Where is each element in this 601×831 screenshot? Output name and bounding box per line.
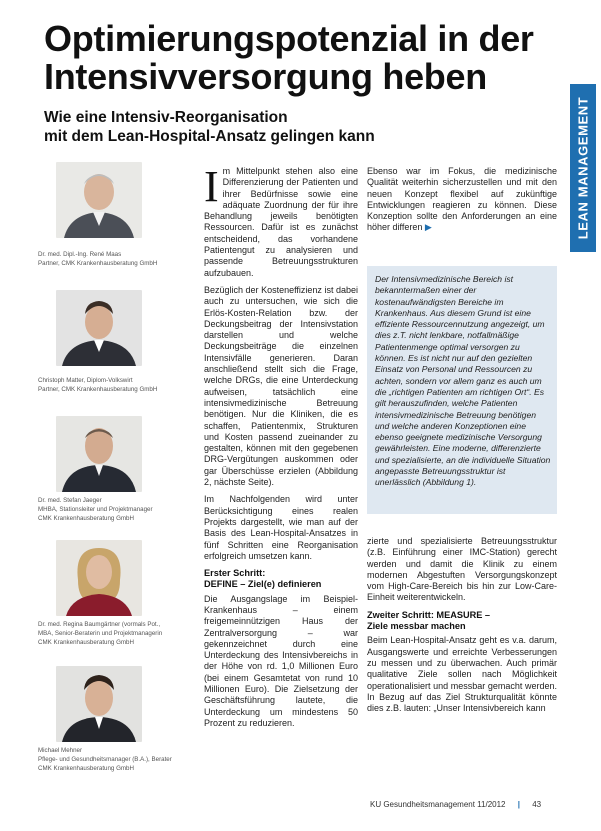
paragraph-4: Die Ausgangslage im Beispiel-Krankenhaus – einem freigemeinnützigen Haus der Zentralversorgung – war gekennzeichnet durch eine Unterdeckung des Intensivbereichs in der Höhe von rd. 1,0 Millionen Euro (bei einem Gesamtetat von rund 10 Millionen Euro). Die Zielsetzung der Geschäftsführung lautete, die Unterdeckung um mindestens 50 Prozent zu reduzieren. <box>204 593 358 728</box>
author-3-name: Dr. med. Stefan Jaeger <box>38 497 102 504</box>
footer-separator: | <box>517 800 520 809</box>
title-line-2: Intensivversorgung heben <box>44 56 487 97</box>
info-box: Der Intensivmedizinische Bereich ist bekanntermaßen einer der kostenaufwändigsten Bereiche im Krankenhaus. Aus diesem Grund ist eine effiziente Ressourcennutzung angezeigt, um dies z.T. nicht lenkbare, notfallmäßige Patientenmenge optimal versorgen zu können. Es ist nicht nur auf den gezielten Einsatz von Personal und Ressourcen zu achten, sondern vor allem ganz es auch um die „richtigen Patienten am richtigen Ort“. Es gilt herauszufinden, welche Patienten intensivmedizinische Betreuung benötigen und welche anderen Konzeptionen eine ebenso geeignete medizinische Versorgung gewährleisten. Eine moderne, differenzierte und spezialisierte, an die individuelle Situation angepasste Betreuungsstruktur ist unerlässlich (Abbildung 1). <box>367 266 557 514</box>
section-side-tab <box>570 84 596 252</box>
author-5-photo <box>56 666 142 742</box>
author-3-photo <box>56 416 142 492</box>
article-title <box>44 20 564 96</box>
paragraph-7: Beim Lean-Hospital-Ansatz geht es v.a. darum, Ausgangswerte und erreichte Verbesserungen zu messen und zu überwachen. Auch primär qualitative Ziele sollen nach Möglichkeit operationalisiert und messbar gemacht werden. In Bezug auf das Ziel Strukturqualität könnte dies z.B. lauten: „Unser Intensivbereich kann <box>367 635 557 714</box>
author-4-company: CMK Krankenhausberatung GmbH <box>38 639 134 646</box>
author-4-caption <box>38 620 200 647</box>
author-4-name: Dr. med. Regina Baumgärtner (vormals Pot., <box>38 621 161 628</box>
author-1-photo <box>56 162 142 238</box>
paragraph-3: Im Nachfolgenden wird unter Berücksichtigung eines realen Projekts dargestellt, wie man auf der Basis des Lean-Hospital-Ansatzes in fünf Schritten eine Reorganisation erfolgreich umsetzen kann. <box>204 494 358 561</box>
body-column-1 <box>204 162 358 735</box>
paragraph-5 <box>367 166 557 234</box>
section-1-heading-line-1: Erster Schritt: <box>204 568 266 579</box>
author-5-company: CMK Krankenhausberatung GmbH <box>38 765 134 772</box>
footer-journal: KU Gesundheitsmanagement 11/2012 <box>370 800 506 809</box>
drop-cap: I <box>204 162 219 211</box>
page-footer <box>370 800 576 809</box>
author-5-role: Pflege- und Gesundheitsmanager (B.A.), Berater <box>38 756 172 763</box>
paragraph-1-text: m Mittelpunkt stehen also eine Differenzierung der Patienten und ihrer Bedürfnisse sowie eine adäquate Zuordnung der für ihre Behandlung jeweils benötigten Ressourcen. Dafür ist es zunächst entscheidend, das vorhandene Patientengut zu analysieren und passende Betreuungsstrukturen aufzubauen. <box>204 166 358 278</box>
body-column-2-bottom <box>367 536 557 720</box>
subtitle-line-1: Wie eine Intensiv-Reorganisation <box>44 109 288 126</box>
author-5-name: Michael Mehner <box>38 747 83 754</box>
author-3-role: MHBA, Stationsleiter und Projektmanager <box>38 506 153 513</box>
author-4-photo <box>56 540 142 616</box>
paragraph-5-text: Ebenso war im Fokus, die medizinische Qualität weiterhin sicherzustellen und mit den neuen Konzept flexibel auf zukünftige Entwicklungen reagieren zu können. Diese Konzeption sollte den Anforderungen an eine höher differen <box>367 166 557 233</box>
body-column-2-top <box>367 166 557 240</box>
title-line-1: Optimierungspotenzial in der <box>44 18 534 59</box>
continue-arrow-icon: ▶ <box>424 222 432 233</box>
section-1-heading-line-2: DEFINE – Ziel(e) definieren <box>204 579 322 590</box>
article-subtitle <box>44 108 544 146</box>
paragraph-6: zierte und spezialisierte Betreuungsstruktur (z.B. Einführung einer IMC-Station) gerecht werden und damit die Klinik zu einem modernen Abgestuften Versorgungskonzept vom High-Care-Bereich bis hin zur Low-Care-Einheit weiterentwickeln. <box>367 536 557 603</box>
author-2-caption <box>38 376 200 394</box>
author-3-company: CMK Krankenhausberatung GmbH <box>38 515 134 522</box>
author-2-role: Partner, CMK Krankenhausberatung GmbH <box>38 386 158 393</box>
paragraph-2: Bezüglich der Kosteneffizienz ist dabei auch zu untersuchen, wie sich die Erlös-Kosten-Relation bzw. der Deckungsbeitrag der Intensivstation darstellen und welche Deckungsbeiträge die einzelnen Intensivfälle generieren. Daran anschließend stellt sich die Frage, welche DRGs, die eine Unterdeckung aufweisen, tatsächlich eine intensivmedizinische Betreuung benötigen. Nur die Kliniken, die es schaffen, Patientenmix, Strukturen und Kosten passend zueinander zu gestalten, können mit den gegebenen DRG-Vergütungen auskommen oder gar Überschüsse erzielen (Abbildung 2, nächste Seite). <box>204 284 358 488</box>
paragraph-1 <box>204 162 358 279</box>
author-4-role: MBA, Senior-Beraterin und Projektmanagerin <box>38 630 163 637</box>
author-2-name: Christoph Matter, Diplom-Volkswirt <box>38 377 133 384</box>
author-5-caption <box>38 746 200 773</box>
subtitle-line-2: mit dem Lean-Hospital-Ansatz gelingen kann <box>44 128 375 145</box>
author-1-role: Partner, CMK Krankenhausberatung GmbH <box>38 260 158 267</box>
author-3-caption <box>38 496 200 523</box>
author-2-photo <box>56 290 142 366</box>
section-2-heading-line-1: Zweiter Schritt: MEASURE – <box>367 609 491 620</box>
section-side-tab-label: LEAN MANAGEMENT <box>575 96 591 240</box>
section-2-heading-line-2: Ziele messbar machen <box>367 621 466 632</box>
author-1-caption <box>38 250 200 268</box>
author-1-name: Dr. med. Dipl.-Ing. René Maas <box>38 251 122 258</box>
footer-page-number: 43 <box>532 800 542 809</box>
